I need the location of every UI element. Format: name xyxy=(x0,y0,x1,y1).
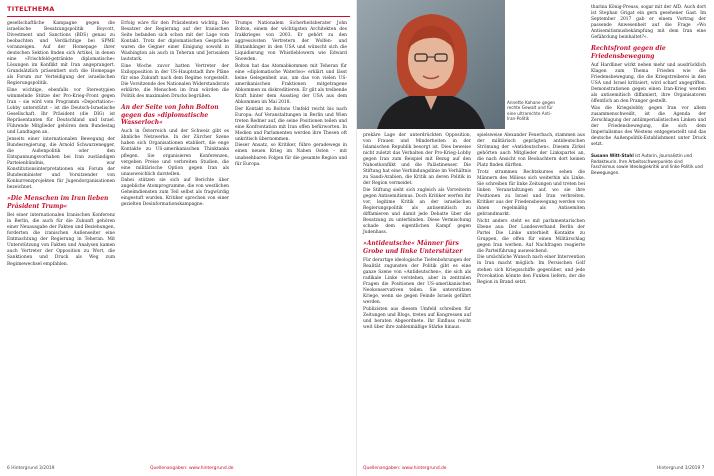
paragraph: Bolton hat das Atomabkommen mit Teheran für eine »diplomatische Waterloo« erklärt und lässt keine Gelegenheit aus, um das von vielen US-amerikanischen Fraktionen mitgetragene Abkommen zu diskreditieren. Er gilt als treibende Kraft hinter dem Ausstieg der USA aus dem Abkommen im Mai 2018. xyxy=(235,63,347,106)
source-url: Quellenangaben: www.hintergrund.de xyxy=(150,466,234,471)
issue-label: Hintergrund 3/2019 xyxy=(657,466,701,471)
right-column-1 xyxy=(363,133,471,332)
right-column-2 xyxy=(477,133,585,286)
section-label: TITELTHEMA xyxy=(7,5,55,13)
portrait-image xyxy=(357,0,505,129)
paragraph: Auch in Österreich und der Schweiz gibt es ähnliche Netzwerke. In der Zürcher Szene haben sich Organisationen etabliert, die enge Kontakte zu US-amerikanischen Thinktanks pflegen. Sie organisieren Konferenzen, vergeben Preise und verbreiten Studien, die eine militärische Option gegen Iran als unausweichlich darstellen. xyxy=(121,129,229,177)
paragraph: prekäre Lage der unterdrückten Opposition, von Frauen und Minderheiten in der Islamischen Republik besorgt ist. Dies beweise nicht zuletzt das Verhalten der Pro-Krieg-Lobby gegen Iran zum Beispiel mit Bezug auf den Nahostkonflikt und die Palästinenser. Die Stiftung hat eine Verbindungslinie im Verhältnis zu Saudi-Arabien, die Kritik an deren Politik in der Region vermeidet. xyxy=(363,133,471,187)
paragraph: Nicht anders steht es mit parlamentarischen Ebene aus: Der Landesverband Berlin der Partei Die Linke unterhielt Kontakte zu Gruppen, die offen für einen Militärschlag gegen Iran werben. Auf Nachfragen reagierte die Parteiführung ausweichend. xyxy=(477,218,585,254)
paragraph: Für derartige ideologische Tiefenbohrungen der Realität zugunsten der Politik gibt es eine ganze Szene von »Antideutschen«, die sich als radikale Linke verstehen, aber in zentralen Fragen die Positionen der US-amerikanischen Neokonservativen teilen. Sie unterstützen Kriege, wenn sie gegen Feinde Israels geführt werden. xyxy=(363,258,471,306)
source-url: Quellenangaben: www.hintergrund.de xyxy=(363,466,447,471)
right-page xyxy=(357,0,714,476)
left-column-3 xyxy=(235,21,347,168)
paragraph: Bei einer internationalen Iranischen Konferenz in Berlin, die auch für die Zukunft gehören einer Neuausgabe der Fakten und Beziehungen, forderten die iranischen Außenseiter eine Entmachtung der Regierung in Teheran. Mit Unterstützung von Fakten und Analysen kamen auch Vertreter der Opposition zu Wort, die Sanktionen und Druck als Weg zum Regimewechsel empfahlen. xyxy=(7,213,115,267)
author-name: Susann Witt-Stahl xyxy=(591,153,634,159)
photo-caption: Annette Kahane gegen rechte Gewalt und für eine ultrarechte Anti-Iran-Politik xyxy=(507,100,556,122)
paragraph: spielsweise Alexander Feuerbach, stammen aus der militärisch geprägten antideutschen Strömung der »Antideutschen«. Diesem Zirkel gehörten auch Mitglieder der Linkspartei an, die nach Ansicht von Beobachtern dort keinen Platz finden dürften. xyxy=(477,133,585,169)
paragraph: Der Kontakt zu Boltons Umfeld reicht bis nach Europa: Auf Veranstaltungen in Berlin und Wien treten Redner auf, die seine Positionen teilen und eine Konfrontation mit Iran offen befürworten. In Medien und Parlamenten werden ihre Thesen oft unkritisch übernommen. xyxy=(235,106,347,142)
paragraph: Die Stiftung sieht sich zugleich als Vorreiterin gegen Antisemitismus. Doch Kritiker werfen ihr vor, legitime Kritik an der israelischen Regierungspolitik als antisemitisch zu diffamieren und damit jede Debatte über die Besatzung zu unterbinden. Diese Vermischung schade dem eigentlichen Kampf gegen Judenhass. xyxy=(363,187,471,236)
footer-left xyxy=(7,466,54,471)
paragraph: tharina König-Preuss, sogar mit der AfD. Auch dort ist Stephan Grigat ein gern gesehener Gast. Im September 2017 gab er einem Vortrag der passende Anwesenheit auf die Frage »Wo Antisemitismusbekämpfung mit dem Iran eine Gefährdung beinhaltet?«. xyxy=(591,5,706,41)
left-column-1 xyxy=(7,21,115,268)
paragraph: Erfolg wäre für den Präsidenten wichtig. Die Besatzer der Regierung auf der Iranischen Seite befanden sich schon mit der Lage vom Kontakt. Trotz der diplomatischen Gespräche waren die Gegner einer Einigung sowohl in Washington als auch in Teheran und Jerusalem lautstark. xyxy=(121,21,229,63)
subheading: »Die Menschen im Iran lieben Präsident Trump« xyxy=(7,195,109,210)
paragraph: Was die Kriegslobby gegen Iran vor allem zusammenschweißt, ist die Agenda der Zerschlagung der antiimperialistischen Linken und der Friedensbewegung, die sich dem Imperialismus des Westens entgegenstellt und das deutsche Außenpolitik-Establishment unter Druck setzt. xyxy=(591,105,706,148)
paragraph: Eine wichtige, ebenfalls vor Stereotypien wimmelnde Stütze der Pro-Krieg-Front gegen Iran – sie wird vom Programm »Deportation«-Lobby unterstützt – ist die Deutsch-Israelische Gesellschaft. Ihr Präsident (die DIG) ist Repräsentanten für Deutschland und Israel. Führende Mitglieder gehören dem Bundestag und Landtagen an. xyxy=(7,88,115,136)
subheading: »Antideutsche« Männer fürs Grobe und linke Unterstützer xyxy=(363,240,463,255)
paragraph: Publizisten aus diesem Umfeld schreiben für Zeitungen und Blogs, treten auf Kongressen auf und beraten Abgeordnete. Ihr Einfluss reicht weit über ihre zahlenmäßige Stärke hinaus. xyxy=(363,306,471,331)
author-bio-text: ist Autorin, Journalistin und Redakteurin. Ihre Arbeitsschwerpunkte sind Faschismus sowie Ideologiekritik und linke Politik und Bewegungen. xyxy=(591,153,703,176)
paragraph: Dieser Ansatz, so Kritiker, führe geradewegs in einen neuen Krieg im Nahen Osten – mit unabsehbaren Folgen für die gesamte Region und für Europa. xyxy=(235,143,347,167)
footer-right-url xyxy=(363,466,447,471)
paragraph: Die ursächliche Wunsch nach einer Intervention in Iran macht möglich: Im Persischen Golf stehen sich Kriegsschiffe gegenüber, und jede Provokation könnte den Funken liefern, der die Region in Brand setzt. xyxy=(477,255,585,285)
paragraph: Trotz strammen Rechtskurses sehen die Männern des Milieus sich weiterhin als Linke. Sie schreiben für linke Zeitungen und treten bei linken Veranstaltungen auf, wo sie ihre Positionen zu Israel und Iran verbreiten. Kritiker aus der Friedensbewegung werden von ihnen regelmäßig als Antisemiten gebrandmarkt. xyxy=(477,169,585,218)
subheading: Rechtsfront gegen die Friedensbewegung xyxy=(591,45,666,60)
portrait-photo xyxy=(357,0,505,129)
subheading: An der Seite von John Bolton gegen das »diplomatische Wasserloch« xyxy=(121,104,219,126)
footer-right xyxy=(657,466,704,471)
paragraph: Trumps Nationalem Sicherheitsberater John Bolton, einem der wichtigsten Architekten des Irakkrieges von 2003. Er gehört zu den aggressivsten Vertretern der Wolfen- und Blutanhänger in den USA und wünscht sich die Liquidierung von Whistleblowern wie Edward Snowden. xyxy=(235,21,347,63)
paragraph: Eine Woche zuvor hatten Vertreter der Exilopposition in der US-Hauptstadt ihre Pläne für eine Zukunft nach dem Regime vorgestellt. Die Vorsitzende des Nationalen Widerstandsrats erklärte, die Menschen im Iran würden die Politik des maximalen Drucks begrüßen. xyxy=(121,63,230,100)
paragraph: gesellschaftliche Kampagne gegen die israelische Besatzungspolitik Boycott, Divestment und Sanctions (BDS) genau zu beobachten und Verdächtige bei SPME voranzeigen. Auf der Homepage ihrer deutschen Sektion finden sich Artikel, in denen eine »Frischfeld-getränkte diplomatische« Lösungen im Konflikt mit Iran angeprangert. Grundsätzlich präsentiert sich die Homepage als Forum zur Verteidigung der israelischen Regierungspolitik. xyxy=(7,21,115,87)
page-number: 6 xyxy=(7,466,10,471)
issue-label: Hintergrund 3/2019 xyxy=(11,466,55,471)
footer-left-url xyxy=(150,466,234,471)
section-rule xyxy=(7,16,350,17)
left-column-2 xyxy=(121,21,229,209)
paragraph: Jenseits einer internationalen Bewegung der Bundesregierung, die Arnold Schwarzenegger, die Außenpolitik oder den Entspannungsvorhaben bei Iran zuständigen Parteienbündnis, war Konstitutionsinterpretationen ein Forum der Bundesminister und Vorsitzender von Konkurrenzprojekten für Jugendorganisationen bezeichnet. xyxy=(7,136,115,191)
right-column-3 xyxy=(591,5,706,176)
author-bio xyxy=(591,153,706,175)
paragraph: Auf Hardliner wirkt neben mehr und ausdrücklich Klagen zum Thema Frieden wie die Friedensbewegung, die die Kriegstreiberei in den USA und Israel kritisiert, wird scharf angegriffen. Demonstrationen gegen einen Iran-Krieg werden als antisemitisch diffamiert, ihre Organisatoren öffentlich an den Pranger gestellt. xyxy=(591,63,706,105)
page-number: 7 xyxy=(701,466,705,471)
paragraph: Dabei stützen sie sich auf Berichte über angebliche Atomprogramme, die von westlichen Geheimdiensten zum Teil selbst als fragwürdig eingestuft wurden. Kritiker sprechen von einer gezielten Desinformationskampagne. xyxy=(121,178,229,208)
